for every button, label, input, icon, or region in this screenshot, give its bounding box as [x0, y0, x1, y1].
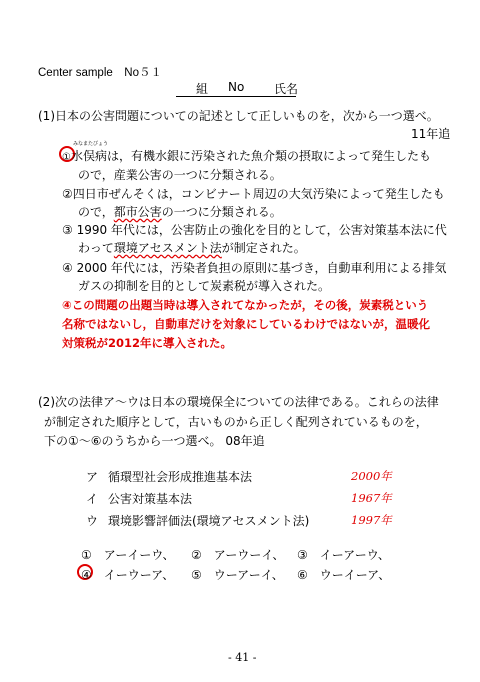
name-label: 氏名 — [274, 82, 299, 96]
q1-note-line3: 対策税が2012年に導入された。 — [62, 336, 233, 350]
law-i-kana: イ — [86, 492, 99, 506]
law-i-year: 1967年 — [351, 491, 392, 505]
q1-option-2-line2: ので，都市公害の一つに分類される。 — [78, 205, 282, 219]
name-underline — [176, 96, 296, 97]
q1-option-4-line1: ④ 2000 年代には，汚染者負担の原則に基づき，自動車利用による排気 — [62, 261, 447, 275]
law-i-name: 公害対策基本法 — [108, 492, 193, 506]
law-a-year: 2000年 — [351, 469, 392, 483]
law-u-year: 1997年 — [351, 513, 392, 527]
choice-3: ③ イーアーウ、 — [297, 548, 390, 562]
q1-option-2-line1: ②四日市ぜんそくは，コンビナート周辺の大気汚染によって発生したも — [62, 187, 445, 201]
opt1-furigana: みなまたびょう — [73, 141, 109, 147]
choice-5: ⑤ ウーアーイ、 — [191, 568, 284, 582]
q1-year: 11年追 — [411, 127, 451, 141]
q1-option-3-line2: わって環境アセスメント法が制定された。 — [78, 241, 306, 255]
q1-option-1-line1: ①水俣病は，有機水銀に汚染された魚介類の摂取によって発生したも — [62, 149, 431, 163]
law-a-kana: ア — [86, 470, 99, 484]
number-label: No — [228, 80, 245, 94]
choice-1: ① アーイーウ、 — [81, 548, 175, 562]
assessment-law-term: 環境アセスメント法 — [113, 241, 222, 255]
minamata-term: 水俣病 — [70, 149, 107, 163]
law-a-name: 循環型社会形成推進基本法 — [108, 470, 253, 484]
q1-question: (1)日本の公害問題についての記述として正しいものを，次から一つ選べ。 — [38, 109, 439, 123]
q1-note-line1: ④この問題の出題当時は導入されてなかったが，その後，炭素税という — [62, 298, 429, 312]
urban-pollution-term: 都市公害 — [113, 205, 162, 219]
choice-6: ⑥ ウーイーア、 — [297, 568, 391, 582]
q1-note-line2: 名称ではないし，自動車だけを対象にしているわけではないが，温暖化 — [62, 317, 430, 331]
q2-intro-line2: が制定された順序として，古いものから正しく配列されているものを， — [44, 415, 428, 429]
q1-option-4-line2: ガスの抑制を目的として炭素税が導入された。 — [78, 279, 331, 293]
q1-option-3-line1: ③ 1990 年代には，公害防止の強化を目的として，公害対策基本法に代 — [62, 223, 447, 237]
doc-title: Center sample No５１ — [38, 67, 162, 79]
q2-intro-line1: (2)次の法律ア～ウは日本の環境保全についての法律である。これらの法律 — [38, 395, 439, 409]
q2-intro-line3: 下の①～⑥のうちから一つ選べ。 08年追 — [44, 434, 265, 448]
page-number: - 41 - — [228, 651, 257, 664]
choice-4: ④ イーウーア、 — [81, 568, 175, 582]
law-u-kana: ウ — [86, 514, 99, 528]
choice-2: ② アーウーイ、 — [191, 548, 285, 562]
class-label: 組 — [196, 82, 209, 96]
q1-option-1-line2: ので，産業公害の一つに分類される。 — [78, 168, 282, 182]
law-u-name: 環境影響評価法(環境アセスメント法) — [108, 514, 310, 528]
